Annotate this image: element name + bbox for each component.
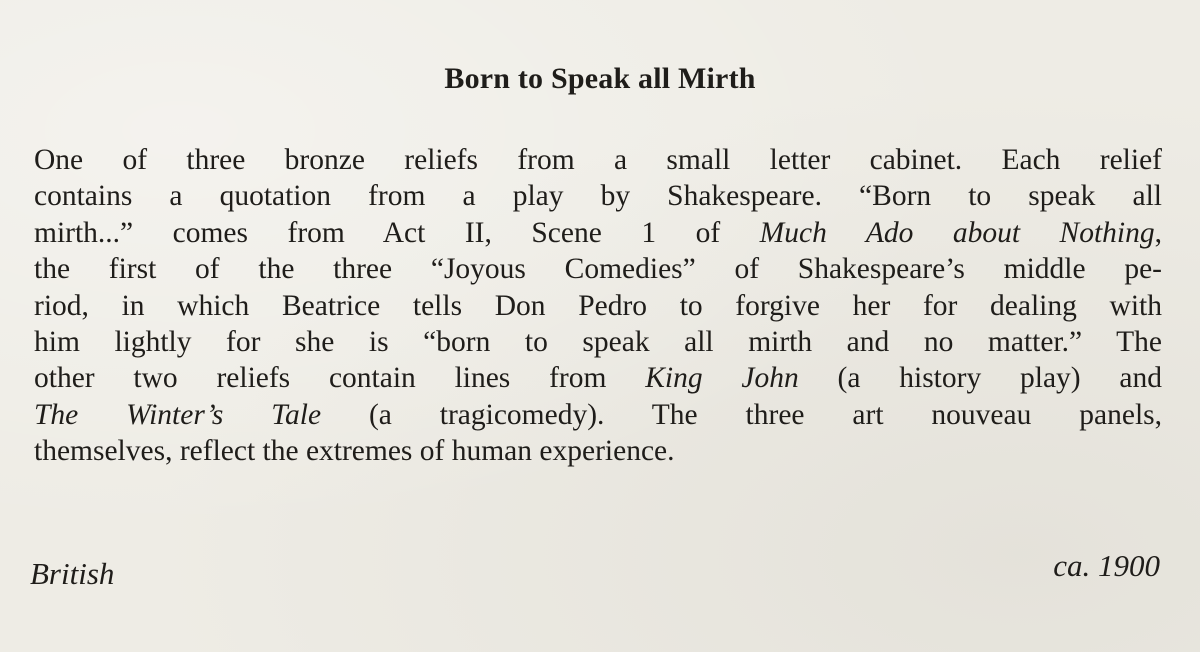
description-line (34, 433, 1162, 469)
description-text: him lightly for she is “born to speak all mirth and no matter.” The (34, 326, 1162, 359)
description-text: riod, in which Beatrice tells Don Pedro to forgive her for dealing with (34, 289, 1162, 322)
description-line (34, 397, 1162, 433)
description-line (34, 251, 1162, 287)
description-line (34, 142, 1162, 178)
label-title: Born to Speak all Mirth (444, 62, 756, 95)
label-description (34, 142, 1162, 470)
description-text: contains a quotation from a play by Shakespeare. “Born to speak all (34, 180, 1162, 213)
description-text: One of three bronze reliefs from a small letter cabinet. Each relief (34, 144, 1162, 176)
description-line (34, 215, 1162, 251)
description-line (34, 360, 1162, 396)
origin-text: British (30, 556, 115, 591)
description-text: (a history play) and (798, 362, 1162, 395)
date-text: ca. 1900 (1053, 548, 1160, 583)
description-text: other two reliefs contain lines from (34, 362, 646, 395)
play-title: Much Ado about Nothing (759, 216, 1155, 249)
play-title: King John (645, 362, 799, 395)
description-text: themselves, reflect the extremes of human experience. (34, 435, 675, 468)
description-text: the first of the three “Joyous Comedies” of Shakespeare’s middle pe- (34, 253, 1162, 286)
description-line (34, 288, 1162, 324)
description-text: (a tragicomedy). The three art nouveau panels, (321, 398, 1163, 431)
play-title: The Winter’s Tale (34, 398, 322, 431)
description-line (34, 178, 1162, 214)
description-line (34, 324, 1162, 360)
description-text: , (1154, 216, 1162, 249)
description-text: mirth...” comes from Act II, Scene 1 of (34, 216, 760, 249)
